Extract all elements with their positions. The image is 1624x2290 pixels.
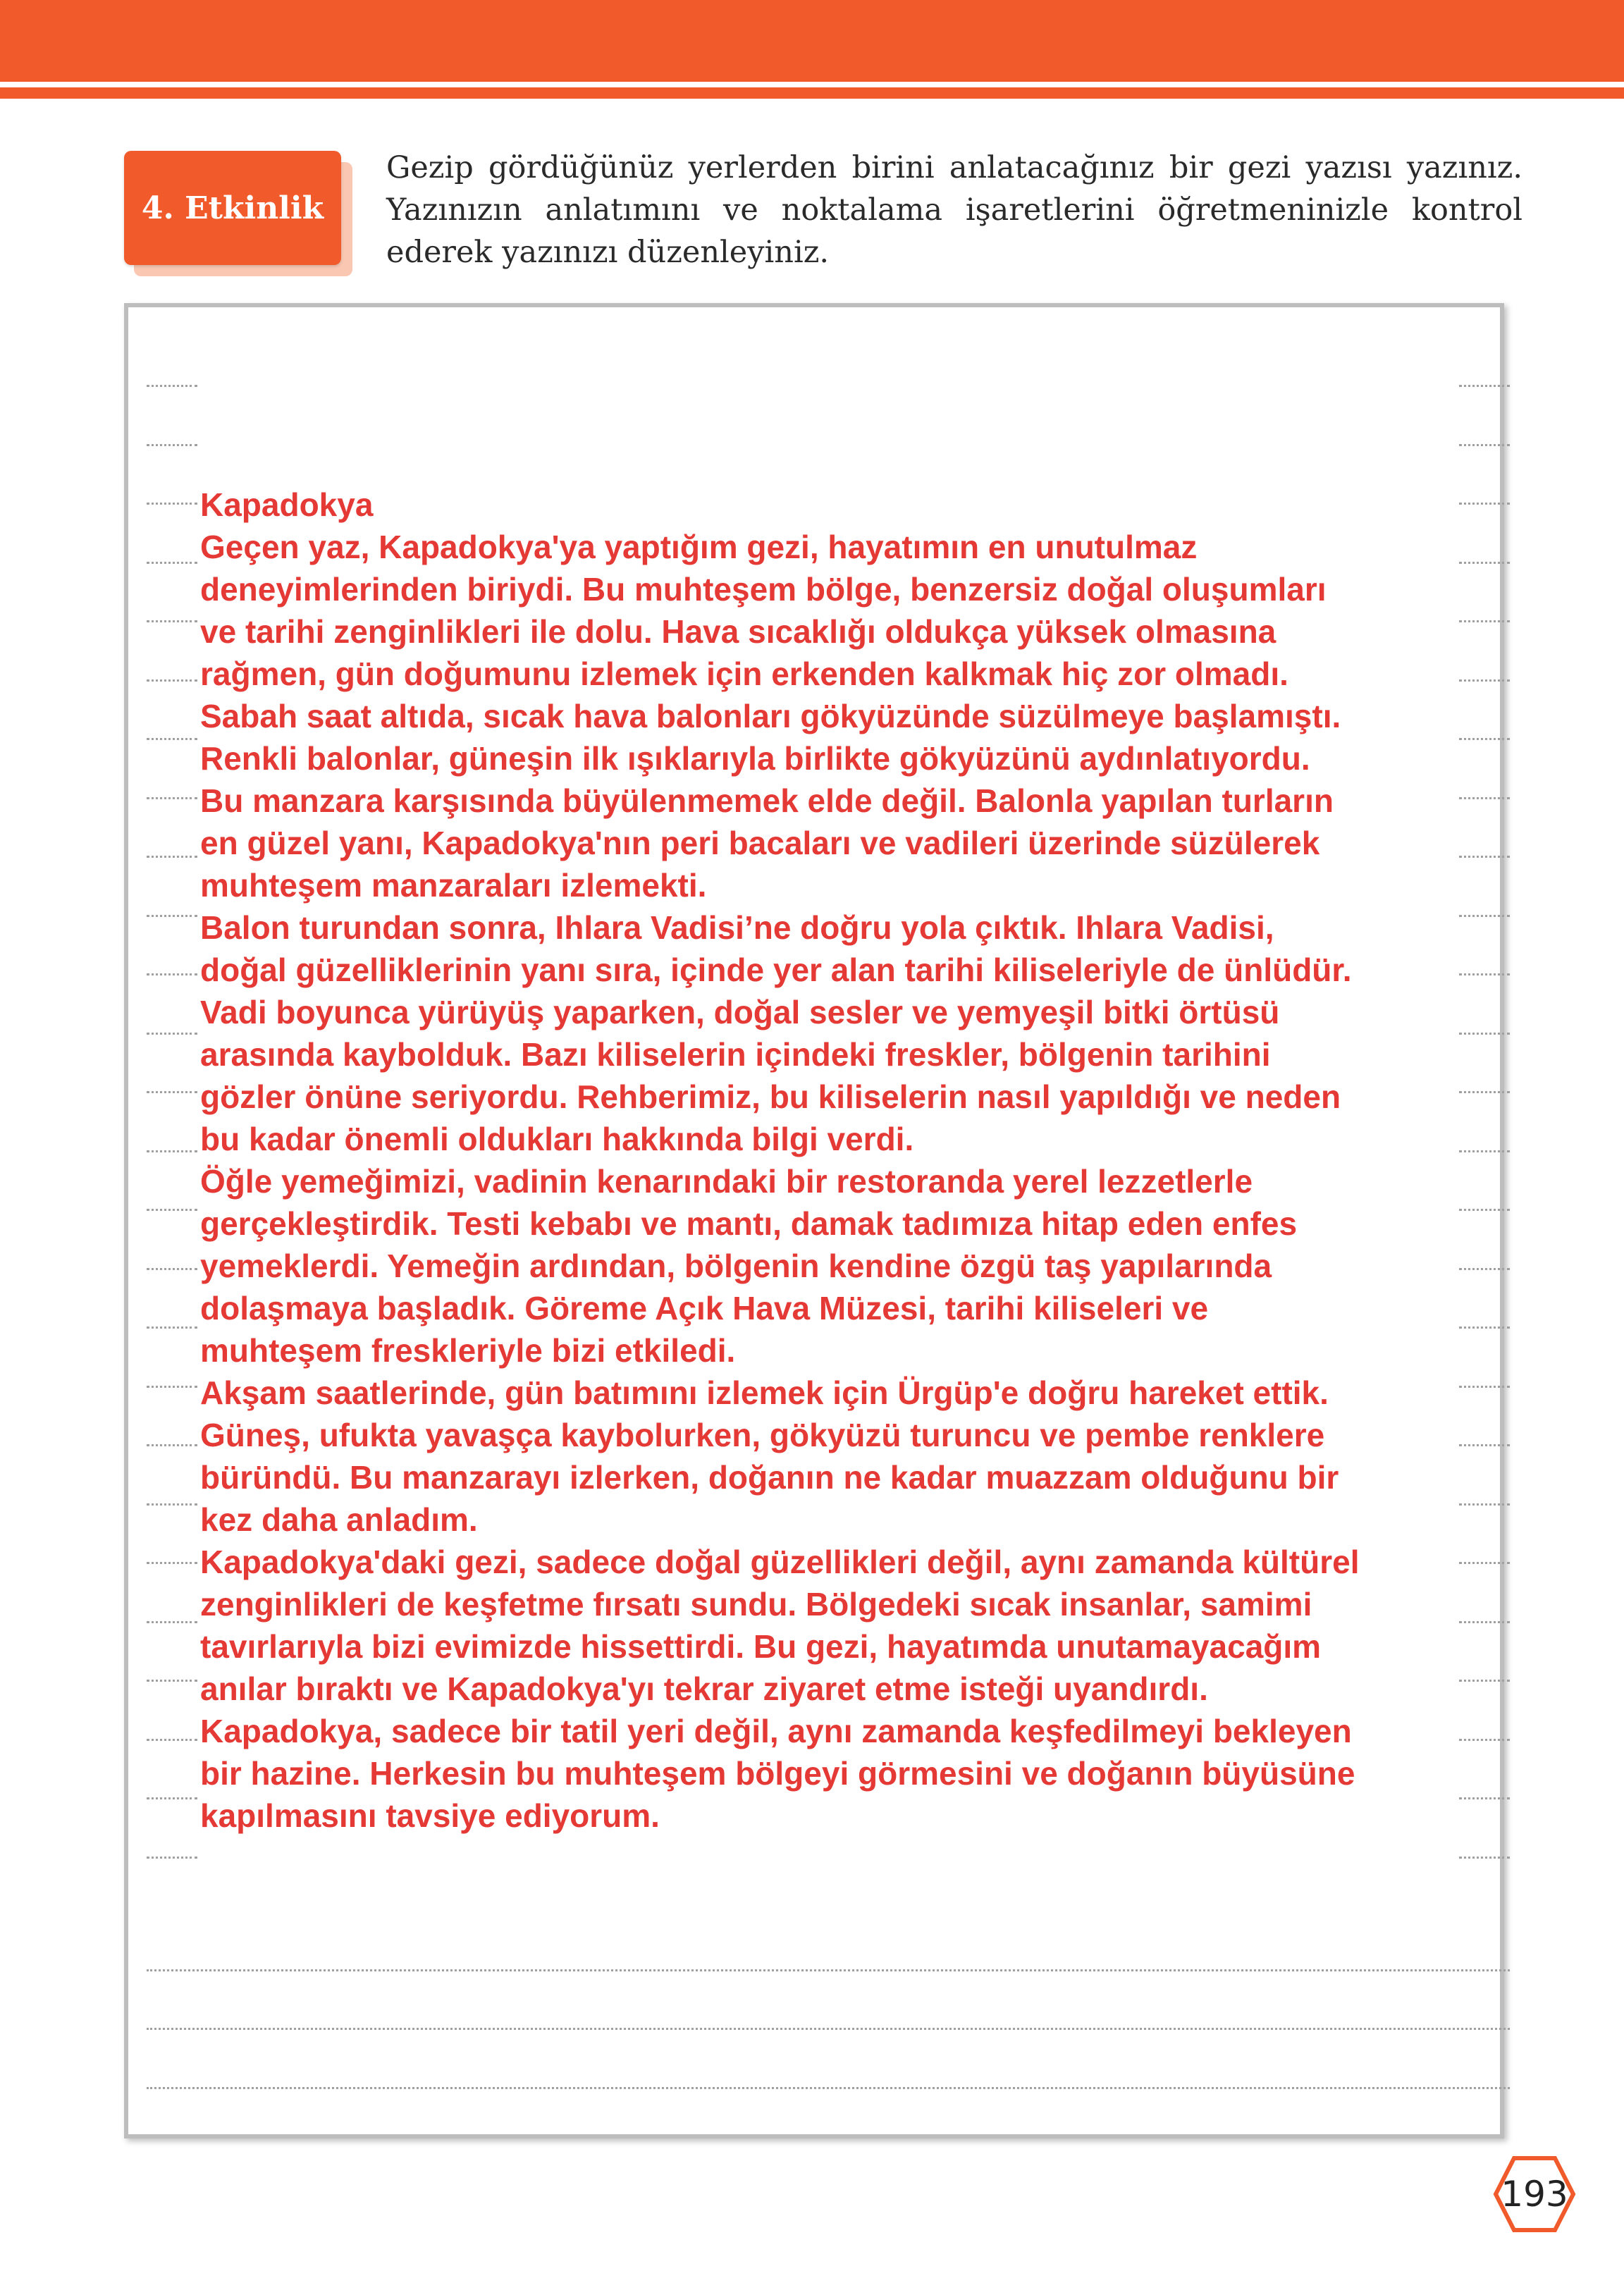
dotted-guide-left [147,856,197,859]
essay-line: ve tarihi zenginlikleri ile dolu. Hava sıcaklığı oldukça yüksek olmasına [200,613,1277,650]
essay-line: Bu manzara karşısında büyülenmemek elde değil. Balonla yapılan turların [200,782,1334,819]
dotted-guide-left [147,1033,197,1036]
essay-line: Kapadokya, sadece bir tatil yeri değil, aynı zamanda keşfedilmeyi bekleyen [200,1713,1352,1749]
essay-line: Geçen yaz, Kapadokya'ya yaptığım gezi, hayatımın en unutulmaz [200,529,1198,565]
dotted-guide-left [147,1503,197,1507]
dotted-guide-left [147,679,197,683]
essay-line: muhteşem manzaraları izlemekti. [200,867,707,904]
dotted-guide-right [1459,620,1510,624]
dotted-guide-left [147,620,197,624]
dotted-guide-right [1459,856,1510,859]
essay-line: muhteşem freskleriyle bizi etkiledi. [200,1332,736,1369]
dotted-guide-right [1459,1444,1510,1448]
essay-line: Sabah saat altıda, sıcak hava balonları gökyüzünde süzülmeye başlamıştı. [200,698,1341,734]
dotted-guide-left [147,915,197,918]
essay-line: Akşam saatlerinde, gün batımını izlemek için Ürgüp'e doğru hareket ettik. [200,1374,1329,1411]
dotted-guide-left [147,1268,197,1272]
essay-line: bir hazine. Herkesin bu muhteşem bölgeyi görmesini ve doğanın büyüsüne [200,1755,1355,1792]
dotted-guide-left [147,738,197,741]
essay-line: Renkli balonlar, güneşin ilk ışıklarıyla birlikte gökyüzünü aydınlatıyordu. [200,740,1310,777]
essay-line: Öğle yemeğimizi, vadinin kenarındaki bir restoranda yerel lezzetlerle [200,1163,1253,1200]
dotted-guide-right [1459,1150,1510,1154]
dotted-guide-right [1459,444,1510,448]
essay-line: zenginlikleri de keşfetme fırsatı sundu. Bölgedeki sıcak insanlar, samimi [200,1586,1312,1623]
dotted-guide-full [147,2087,1510,2091]
essay-title: Kapadokya [200,486,374,523]
essay-line: kez daha anladım. [200,1501,478,1538]
dotted-guide-left [147,1444,197,1448]
dotted-guide-right [1459,385,1510,388]
page-number-badge [1493,2155,1576,2233]
dotted-guide-left [147,1386,197,1389]
dotted-guide-right [1459,1739,1510,1742]
essay-line: rağmen, gün doğumunu izlemek için erkenden kalkmak hiç zor olmadı. [200,655,1288,692]
dotted-guide-right [1459,503,1510,506]
dotted-guide-right [1459,1503,1510,1507]
essay-line: Balon turundan sonra, Ihlara Vadisi’ne doğru yola çıktık. Ihlara Vadisi, [200,909,1274,946]
page-number: 193 [1501,2174,1568,2215]
dotted-guide-right [1459,1033,1510,1036]
essay-line: büründü. Bu manzarayı izlerken, doğanın ne kadar muazzam olduğunu bir [200,1459,1339,1496]
dotted-guide-right [1459,1797,1510,1801]
dotted-guide-right [1459,1091,1510,1095]
dotted-guide-left [147,1150,197,1154]
dotted-guide-right [1459,1209,1510,1212]
dotted-guide-right [1459,1386,1510,1389]
essay-line: arasında kaybolduk. Bazı kiliselerin içindeki freskler, bölgenin tarihini [200,1036,1271,1073]
dotted-guide-right [1459,1326,1510,1330]
essay-line: Vadi boyunca yürüyüş yaparken, doğal sesler ve yemyeşil bitki örtüsü [200,994,1280,1030]
essay-line: Güneş, ufukta yavaşça kaybolurken, gökyüzü turuncu ve pembe renklere [200,1417,1325,1453]
header-band [0,0,1624,82]
dotted-guide-left [147,385,197,388]
dotted-guide-left [147,1562,197,1565]
essay-line: dolaşmaya başladık. Göreme Açık Hava Müzesi, tarihi kiliseleri ve [200,1290,1209,1326]
dotted-guide-right [1459,915,1510,918]
dotted-guide-full [147,1969,1510,1973]
dotted-guide-left [147,1091,197,1095]
dotted-guide-right [1459,1680,1510,1683]
essay-line: anılar bıraktı ve Kapadokya'yı tekrar ziyaret etme isteği uyandırdı. [200,1670,1208,1707]
essay-line: Kapadokya'daki gezi, sadece doğal güzellikleri değil, aynı zamanda kültürel [200,1544,1360,1580]
essay-line: gerçekleştirdik. Testi kebabı ve mantı, damak tadımıza hitap eden enfes [200,1205,1298,1242]
dotted-guide-right [1459,738,1510,741]
dotted-guide-left [147,973,197,977]
essay-line: deneyimlerinden biriydi. Bu muhteşem bölge, benzersiz doğal oluşumları [200,571,1327,608]
activity-badge: 4. Etkinlik [124,151,341,265]
dotted-guide-left [147,1857,197,1860]
dotted-guide-right [1459,973,1510,977]
dotted-guide-right [1459,1621,1510,1625]
essay-line: kapılmasını tavsiye ediyorum. [200,1797,660,1834]
dotted-guide-left [147,1621,197,1625]
dotted-guide-right [1459,1268,1510,1272]
dotted-guide-left [147,1680,197,1683]
dotted-guide-left [147,797,197,801]
dotted-guide-right [1459,679,1510,683]
essay-line: gözler önüne seriyordu. Rehberimiz, bu kiliselerin nasıl yapıldığı ve neden [200,1078,1341,1115]
dotted-guide-left [147,562,197,565]
dotted-guide-left [147,1797,197,1801]
dotted-guide-left [147,1326,197,1330]
dotted-guide-left [147,444,197,448]
essay-line: tavırlarıyla bizi evimizde hissettirdi. Bu gezi, hayatımda unutamayacağım [200,1628,1322,1665]
essay-line: bu kadar önemli oldukları hakkında bilgi verdi. [200,1121,914,1157]
dotted-guide-left [147,503,197,506]
dotted-guide-left [147,1739,197,1742]
activity-instruction: Gezip gördüğünüz yerlerden birini anlatacağınız bir gezi yazısı yazınız. Yazınızın anlatımını ve noktalama işaretlerini öğretmeninizle kontrol ederek yazınızı düzenleyiniz. [386,150,1522,270]
dotted-guide-right [1459,797,1510,801]
essay-line: doğal güzelliklerinin yanı sıra, içinde yer alan tarihi kiliseleriyle de ünlüdür. [200,952,1352,988]
dotted-guide-right [1459,1562,1510,1565]
essay-line: en güzel yanı, Kapadokya'nın peri bacaları ve vadileri üzerinde süzülerek [200,825,1320,861]
dotted-guide-right [1459,1857,1510,1860]
essay-line: yemeklerdi. Yemeğin ardından, bölgenin kendine özgü taş yapılarında [200,1248,1272,1284]
dotted-guide-left [147,1209,197,1212]
dotted-guide-right [1459,562,1510,565]
header-stripe [0,87,1624,99]
dotted-guide-full [147,2028,1510,2031]
